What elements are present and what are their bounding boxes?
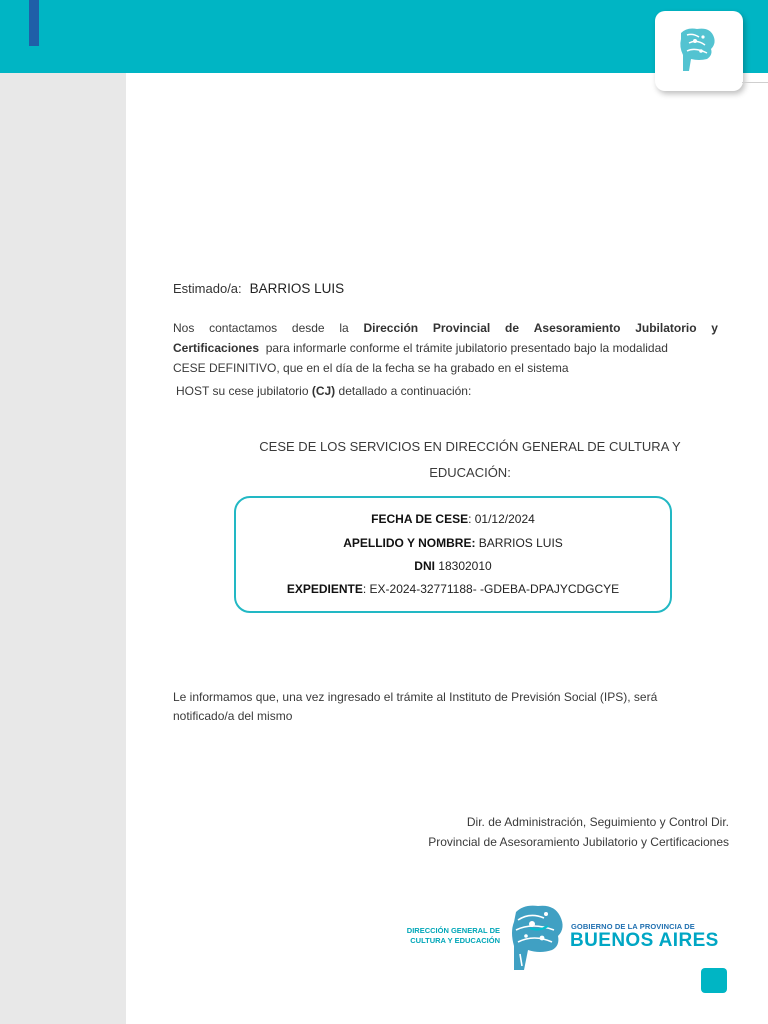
- nombre-value: BARRIOS LUIS: [475, 536, 563, 550]
- signature-line: Dir. de Administración, Seguimiento y Control Dir.: [466, 815, 729, 829]
- section-title-line: EDUCACIÓN:: [429, 465, 511, 480]
- section-title-line: CESE DE LOS SERVICIOS EN DIRECCIÓN GENERAL DE CULTURA Y: [259, 439, 681, 454]
- intro-line-1: [173, 318, 718, 338]
- corner-divider: [742, 82, 768, 83]
- section-title: [255, 434, 685, 486]
- intro2-text: HOST su cese jubilatorio: [176, 384, 312, 398]
- cese-details-box: [234, 496, 672, 613]
- intro-line-3: CESE DEFINITIVO, que en el día de la fecha se ha grabado en el sistema: [173, 361, 569, 375]
- signature-block: [428, 812, 729, 852]
- intro-text: para informarle conforme el trámite jubilatorio presentado bajo la modalidad: [265, 341, 668, 355]
- greeting-label: Estimado/a:: [173, 281, 242, 296]
- org-name-word: Certificaciones: [173, 341, 260, 355]
- org-name-word: Provincial: [432, 321, 491, 335]
- corner-square-mark: [701, 968, 727, 993]
- province-map-logo-icon: [677, 25, 717, 75]
- intro-word: Nos: [173, 321, 195, 335]
- cj-label: (CJ): [311, 384, 336, 398]
- footer-gov-label: GOBIERNO DE LA PROVINCIA DE: [571, 922, 695, 931]
- org-name-word: Asesoramiento: [533, 321, 621, 335]
- expediente-row: [236, 582, 670, 596]
- footer-dg-line: DIRECCIÓN GENERAL DE: [406, 926, 500, 935]
- header-accent-stripe: [29, 0, 39, 46]
- expediente-label: EXPEDIENTE: [286, 582, 363, 596]
- intro2-text: detallado a continuación:: [335, 384, 472, 398]
- fecha-cese-value: : 01/12/2024: [468, 512, 535, 526]
- intro-word: contactamos: [209, 321, 278, 335]
- intro-paragraph: [173, 318, 718, 378]
- footer-province-name: BUENOS AIRES: [570, 930, 719, 951]
- notice-paragraph: [173, 688, 718, 726]
- fecha-cese-label: FECHA DE CESE: [371, 512, 469, 526]
- signature-line: Provincial de Asesoramiento Jubilatorio y Certificaciones: [428, 835, 729, 849]
- notice-line: notificado/a del mismo: [173, 709, 293, 723]
- dni-value: 18302010: [434, 559, 492, 573]
- notice-line: Le informamos que, una vez ingresado el trámite al Instituto de Previsión Social (IPS), será: [173, 690, 658, 704]
- dni-label: DNI: [414, 559, 435, 573]
- expediente-value: : EX-2024-32771188- -GDEBA-DPAJYCDGCYE: [362, 582, 620, 596]
- greeting-line: [173, 281, 344, 296]
- nombre-label: APELLIDO Y NOMBRE:: [343, 536, 476, 550]
- nombre-row: [236, 536, 670, 550]
- dni-row: [236, 559, 670, 573]
- org-name-word: de: [504, 321, 519, 335]
- province-map-emblem-icon: [510, 902, 566, 972]
- header-bar: [0, 0, 768, 73]
- footer-dg-text: [392, 926, 500, 946]
- org-name-word: Dirección: [363, 321, 419, 335]
- org-name-word: Jubilatorio: [635, 321, 697, 335]
- fecha-cese-row: [236, 512, 670, 526]
- recipient-name: BARRIOS LUIS: [249, 281, 345, 296]
- intro-word: la: [339, 321, 349, 335]
- intro-line-2: [173, 338, 718, 358]
- intro-paragraph-2: [176, 381, 721, 401]
- left-sidebar-panel: [0, 73, 126, 1024]
- intro-word: desde: [291, 321, 325, 335]
- org-name-word: y: [711, 321, 718, 335]
- footer-dg-line: CULTURA Y EDUCACIÓN: [410, 936, 500, 945]
- header-logo-card: [655, 11, 743, 91]
